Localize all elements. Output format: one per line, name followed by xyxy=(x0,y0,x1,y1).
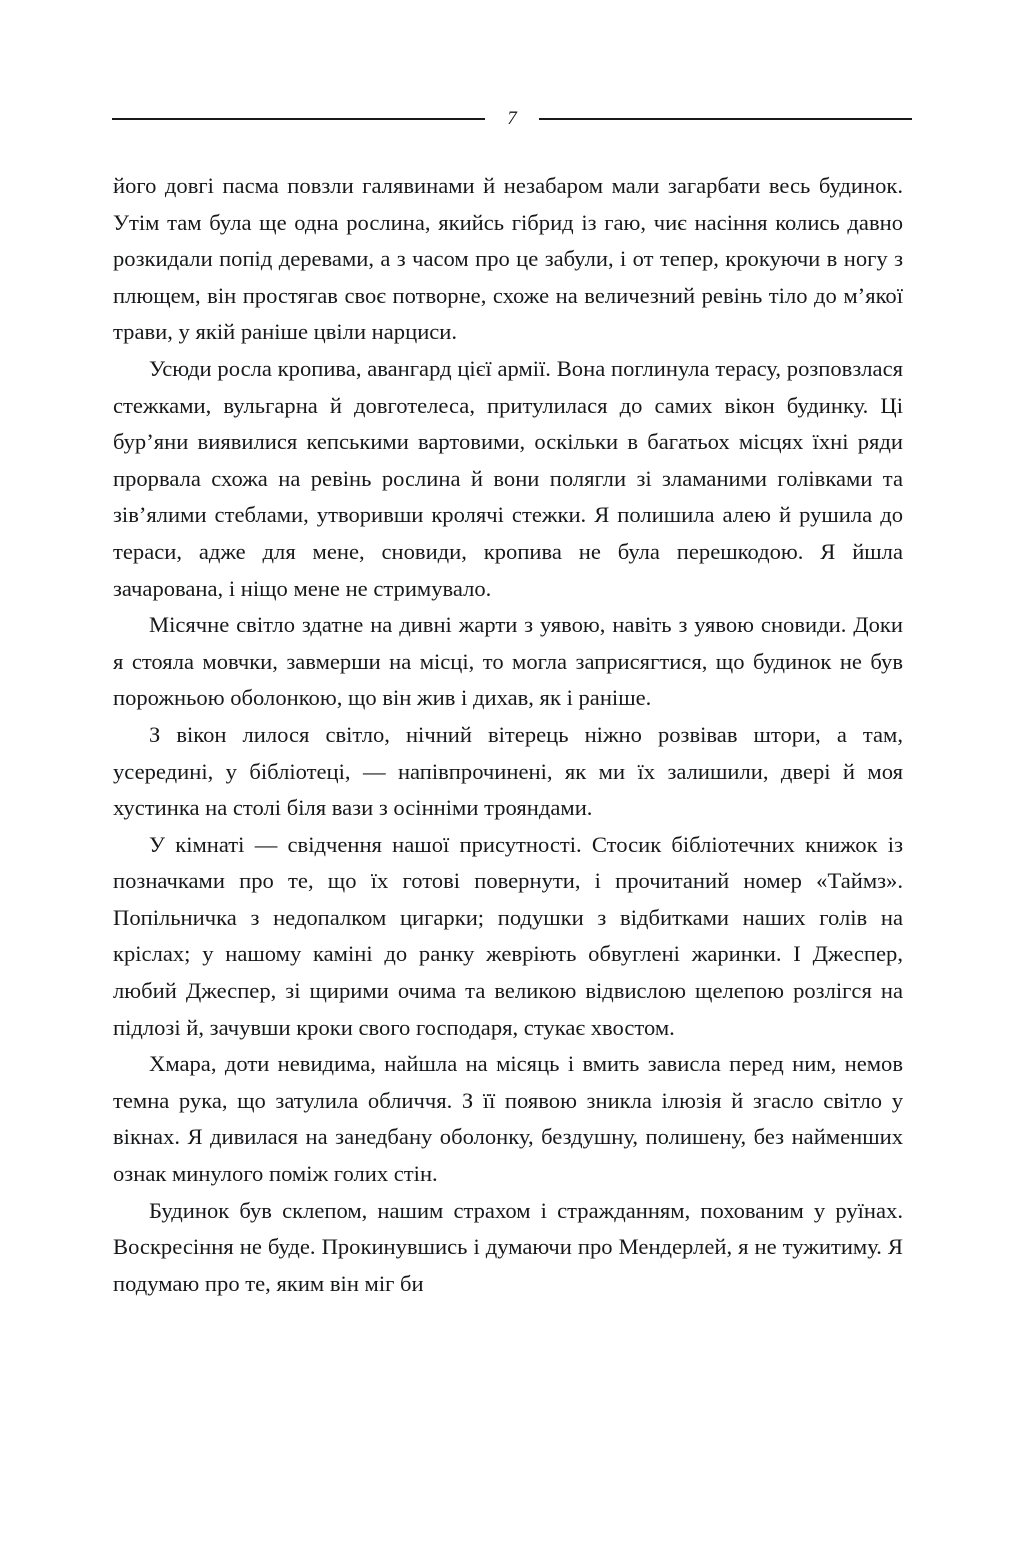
page-body xyxy=(113,168,903,1302)
page-header xyxy=(112,104,912,134)
paragraph: Хмара, доти невидима, найшла на місяць і вмить зависла перед ним, немов темна рука, що затулила обличчя. З її появою зникла ілюзія й згасло світло у вікнах. Я дивилася на занедбану оболонку, бездушну, полишену, без найменших ознак минулого поміж голих стін. xyxy=(113,1051,903,1187)
paragraph: Місячне світло здатне на дивні жарти з уявою, навіть з уявою сновиди. Доки я стояла мовчки, завмерши на місці, то могла заприсягтися, що будинок не був порожньою оболонкою, що він жив і дихав, як і раніше. xyxy=(113,612,903,711)
page-number: 7 xyxy=(507,107,517,129)
paragraph: Будинок був склепом, нашим страхом і стражданням, похованим у руїнах. Воскресіння не буде. Прокинувшись і думаючи про Мендерлей, я не тужитиму. Я подумаю про те, яким він міг би xyxy=(113,1197,903,1296)
header-rule-right xyxy=(539,118,912,120)
header-rule-left xyxy=(112,118,485,120)
paragraph: Усюди росла кропива, авангард цієї армії. Вона поглинула терасу, розповзлася стежками, вульгарна й довготелеса, притулилася до самих вікон будинку. Ці бур’яни виявилися кепськими вартовими, оскільки в багатьох місцях їхні ряди прорвала схожа на ревінь рослина й вони полягли зі зламаними голівками та зів’ялими стеблами, утворивши кролячі стежки. Я полишила алею й рушила до тераси, адже для мене, сновиди, кропива не була перешкодою. Я йшла зачарована, і ніщо мене не стримувало. xyxy=(113,355,903,601)
paragraph: У кімнаті — свідчення нашої присутності. Стосик бібліотечних книжок із позначками про те, що їх готові повернути, і прочитаний номер «Таймз». Попільничка з недопалком цигарки; подушки з відбитками наших голів на кріслах; у нашому каміні до ранку жевріють обвуглені жаринки. І Джеспер, любий Джеспер, зі щирими очима та великою відвислою щелепою розлігся на підлозі й, зачувши кроки свого господаря, стукає хвостом. xyxy=(113,831,903,1040)
paragraph: його довгі пасма повзли галявинами й незабаром мали загарбати весь будинок. Утім там була ще одна рослина, якийсь гібрид із гаю, чиє насіння колись давно розкидали попід деревами, а з часом про це забули, і от тепер, крокуючи в ногу з плющем, він простягав своє потворне, схоже на величезний ревінь тіло до м’якої трави, у якій раніше цвіли нарциси. xyxy=(113,173,903,345)
paragraph: З вікон лилося світло, нічний вітерець ніжно розвівав штори, а там, усередині, у бібліотеці, — напівпрочинені, як ми їх залишили, двері й моя хустинка на столі біля вази з осінніми трояндами. xyxy=(113,721,903,821)
